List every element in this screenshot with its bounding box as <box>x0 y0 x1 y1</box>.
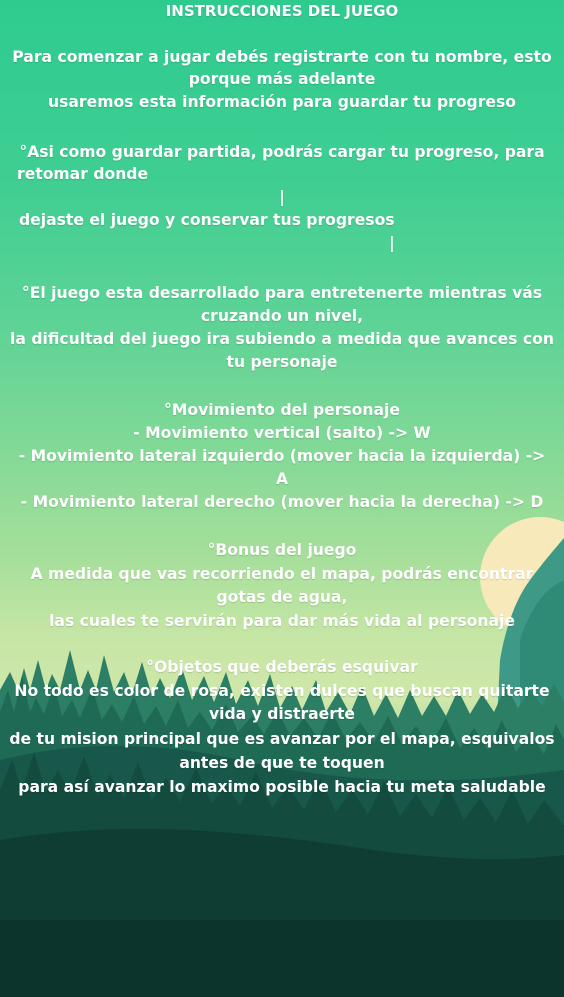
difficulty-line-4: tu personaje <box>226 353 338 371</box>
bonus-line-3: las cuales te servirán para dar más vida al personaje <box>49 612 515 630</box>
save-load-separator-1: | <box>279 188 285 206</box>
obstacles-line-2: vida y distraerte <box>209 705 355 723</box>
obstacles-line-3: de tu mision principal que es avanzar por el mapa, esquivalos <box>9 730 555 748</box>
movement-left-key: A <box>275 470 289 488</box>
save-load-line-3: dejaste el juego y conservar tus progresos <box>19 211 395 229</box>
movement-jump: - Movimiento vertical (salto) -> W <box>133 424 431 442</box>
difficulty-line-3: la dificultad del juego ira subiendo a medida que avances con <box>10 330 554 348</box>
obstacles-heading: °Objetos que deberás esquivar <box>146 658 418 676</box>
obstacles-line-1: No todo es color de rosa, existen dulces que buscan quitarte <box>14 682 550 700</box>
save-load-line-2: retomar donde <box>17 165 149 183</box>
intro-line-2: porque más adelante <box>188 70 376 88</box>
obstacles-line-5: para así avanzar lo maximo posible hacia tu meta saludable <box>18 778 546 796</box>
movement-right: - Movimiento lateral derecho (mover hacia la derecha) -> D <box>20 493 544 511</box>
intro-line-1: Para comenzar a jugar debés registrarte con tu nombre, esto <box>12 48 552 66</box>
intro-line-3: usaremos esta información para guardar tu progreso <box>48 93 516 111</box>
bonus-line-1: A medida que vas recorriendo el mapa, podrás encontrar <box>30 565 534 583</box>
save-load-line-1: °Asi como guardar partida, podrás cargar tu progreso, para <box>19 143 545 161</box>
difficulty-line-1: °El juego esta desarrollado para entretenerte mientras vás <box>21 284 543 302</box>
movement-heading: °Movimiento del personaje <box>164 401 400 419</box>
movement-left: - Movimiento lateral izquierdo (mover hacia la izquierda) -> <box>18 447 546 465</box>
obstacles-line-4: antes de que te toquen <box>179 754 385 772</box>
bonus-line-2: gotas de agua, <box>216 588 348 606</box>
difficulty-line-2: cruzando un nivel, <box>200 307 364 325</box>
instructions-title: INSTRUCCIONES DEL JUEGO <box>165 2 399 20</box>
bonus-heading: °Bonus del juego <box>207 541 357 559</box>
save-load-separator-2: | <box>389 234 395 252</box>
